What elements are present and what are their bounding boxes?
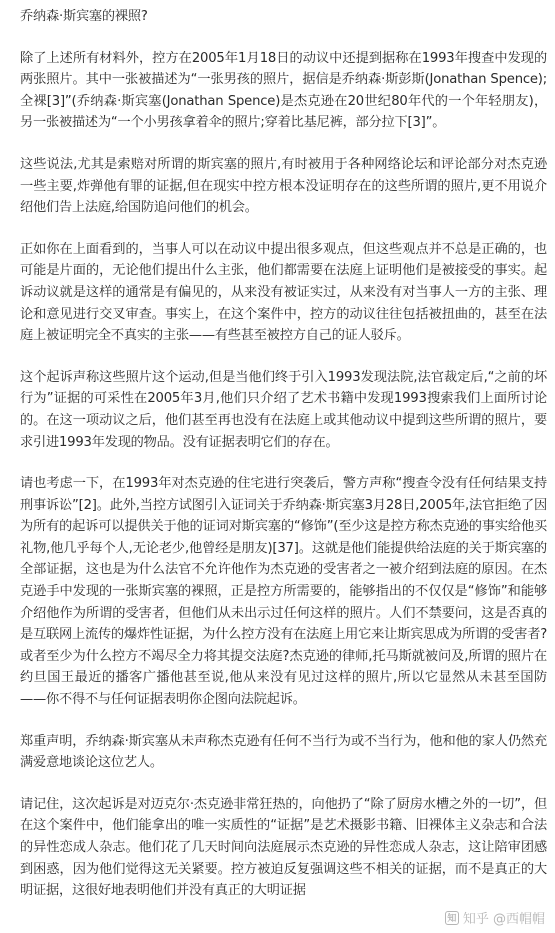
watermark-text: 知乎 @西帽帽 bbox=[462, 912, 545, 927]
paragraph-raid-evidence: 请也考虑一下，在1993年对杰克逊的住宅进行突袭后，警方声称“搜查令没有任何结果支持刑事诉讼”[2]。此外,当控方试图引入证词关于乔纳森·斯宾塞3月28日,2005年,法官拒绝了因为所有的起诉可以提供关于他的证词对斯宾塞的“修饰”(至少这是控方称杰克逊的事实给他买礼物,他几乎每个人,无论老少,他曾经是朋友)[37]。这就是他们能提供给法庭的关于斯宾塞的全部证据，这也是为什么法官不允许他作为杰克逊的受害者之一被介绍到法庭的原因。在杰克逊手中发现的一张斯宾塞的裸照，正是控方所需要的，能够指出的不仅仅是“修饰”和能够介绍他作为所谓的受害者，但他们从未出示过任何这样的照片。人们不禁要问，这是否真的是互联网上流传的爆炸性证据，为什么控方没有在法庭上用它来让斯宾思成为所谓的受害者?或者至少为什么控方不竭尽全力将其提交法庭?杰克逊的律师,托马斯就被问及,所谓的照片在约旦国王最近的播客广播他甚至说,他从来没有见过这样的照片,所以它显然从未甚至国防——你不得不与任何证据表明你企图向法院起诉。 bbox=[20, 476, 547, 708]
zhihu-watermark bbox=[445, 908, 545, 927]
paragraph-spence-statement: 郑重声明，乔纳森·斯宾塞从未声称杰克逊有任何不当行为或不当行为，他和他的家人仍然充满爱意地谈论这位艺人。 bbox=[20, 733, 547, 771]
paragraph-motions: 正如你在上面看到的，当事人可以在动议中提出很多观点，但这些观点并不总是正确的，也可能是片面的，无论他们提出什么主张，他们都需要在法庭上证明他们是被接受的事实。起诉动议就是这样的通常是有偏见的，从来没有被证实过，从来没有对当事人一方的主张、理论和意见进行交叉审查。事实上，在这个案件中，控方的动议往往包括被扭曲的，甚至在法庭上被证明完全不真实的主张——有些甚至被控方自己的证人驳斥。 bbox=[20, 241, 547, 344]
paragraph-photos-description: 除了上述所有材料外，控方在2005年1月18日的动议中还提到据称在1993年搜查中发现的两张照片。其中一张被描述为“一张男孩的照片，据信是乔纳森·斯彭斯(Jonathan Spence);全裸[3]”(乔纳森·斯宾塞(Jonathan Spence)是杰克逊在20世纪80年代的一个年轻朋友)，另一张被描述为“一个小男孩拿着伞的照片;穿着比基尼裤，部分拉下[3]”。 bbox=[20, 50, 547, 131]
paragraph-online-claims: 这些说法,尤其是索赔对所谓的斯宾塞的照片,有时被用于各种网络论坛和评论部分对杰克逊一些主要,炸弹他有罪的证据,但在现实中控方根本没证明存在的这些所谓的照片,更不用说介绍他们告上法庭,给国防追问他们的机会。 bbox=[20, 156, 547, 216]
paragraph-1993-discovery: 这个起诉声称这些照片这个运动,但是当他们终于引入1993发现法院,法官裁定后,“之前的坏行为”证据的可采性在2005年3月,他们只介绍了艺术书籍中发现1993搜索我们上面所讨论的。在这一项动议之后，他们甚至再也没有在法庭上或其他动议中提到这些所谓的照片，要求引进1993年发现的物品。没有证据表明它们的存在。 bbox=[20, 369, 547, 450]
article-title: 乔纳森·斯宾塞的裸照? bbox=[20, 9, 148, 24]
paragraph-prosecution-evidence: 请记住，这次起诉是对迈克尔·杰克逊非常狂热的，向他扔了“除了厨房水槽之外的一切”，但在这个案件中，他们能拿出的唯一实质性的“证据”是艺术摄影书籍、旧裸体主义杂志和合法的异性恋成人杂志。他们花了几天时间向法庭展示杰克逊的异性恋成人杂志，这让陪审团感到困惑，因为他们觉得这无关紧要。控方被迫反复强调这些不相关的证据，而不是真正的大明证据，这很好地表明他们并没有真正的大明证据 bbox=[20, 796, 547, 899]
zhihu-logo-icon: 知 bbox=[445, 911, 459, 925]
